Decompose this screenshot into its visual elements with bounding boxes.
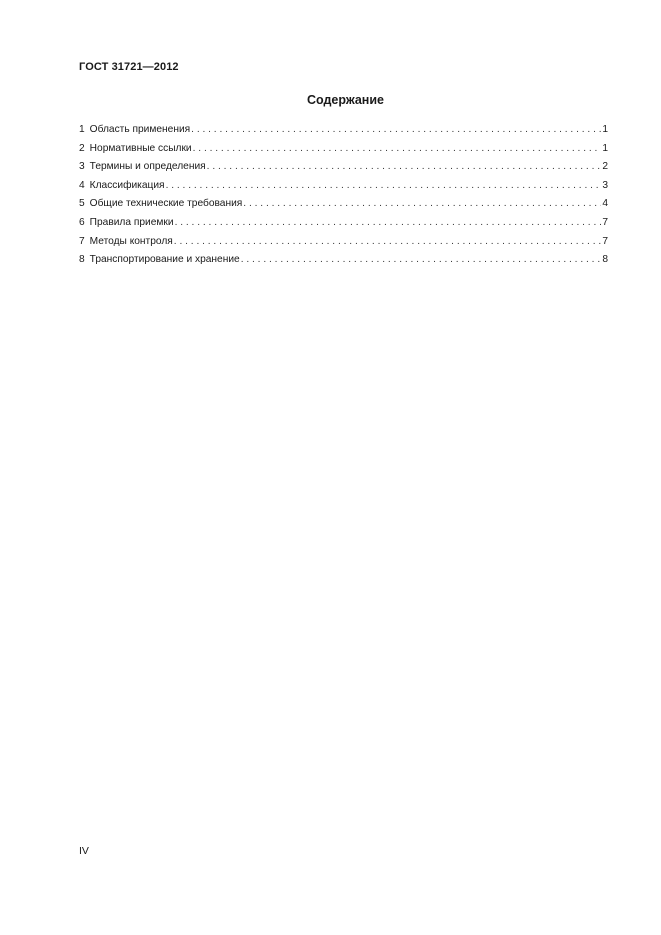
toc-dot-leader	[191, 124, 601, 135]
toc-entry-number: 7	[79, 235, 85, 247]
toc-entry-page: 1	[602, 142, 608, 154]
toc-entry-page: 3	[602, 179, 608, 191]
toc-entry-number: 2	[79, 142, 85, 154]
toc-entry[interactable]	[79, 198, 608, 217]
toc-entry[interactable]	[79, 124, 608, 143]
toc-entry-number: 4	[79, 179, 85, 191]
toc-entry-label: Методы контроля	[89, 235, 173, 247]
toc-entry-number: 3	[79, 161, 85, 173]
toc-entry[interactable]	[79, 180, 608, 199]
toc-entry[interactable]	[79, 217, 608, 236]
toc-entry-label: Область применения	[89, 124, 191, 135]
toc-entry-label: Транспортирование и хранение	[89, 254, 240, 266]
toc-dot-leader	[193, 143, 602, 154]
toc-entry-number: 5	[79, 198, 85, 210]
document-code: ГОСТ 31721—2012	[79, 61, 179, 73]
toc-dot-leader	[241, 254, 602, 265]
toc-entry[interactable]	[79, 143, 608, 162]
toc-entry-page: 7	[602, 235, 608, 247]
page-number: IV	[79, 845, 89, 857]
toc-entry-number: 6	[79, 216, 85, 228]
toc-dot-leader	[166, 180, 602, 191]
toc-entry-page: 1	[602, 124, 608, 135]
toc-entry-label: Правила приемки	[89, 216, 174, 228]
toc-entry-label: Общие технические требования	[89, 198, 243, 210]
toc-entry-label: Классификация	[89, 179, 165, 191]
toc-dot-leader	[207, 161, 602, 172]
table-of-contents	[79, 124, 608, 273]
toc-entry[interactable]	[79, 254, 608, 273]
toc-entry-number: 8	[79, 254, 85, 266]
toc-entry-number: 1	[79, 124, 85, 135]
toc-title: Содержание	[306, 93, 384, 107]
toc-entry-page: 4	[602, 198, 608, 210]
toc-entry-page: 7	[602, 216, 608, 228]
toc-dot-leader	[174, 236, 602, 247]
toc-dot-leader	[243, 198, 601, 209]
toc-dot-leader	[175, 217, 602, 228]
toc-entry[interactable]	[79, 161, 608, 180]
toc-entry[interactable]	[79, 236, 608, 255]
toc-entry-label: Нормативные ссылки	[89, 142, 192, 154]
toc-entry-page: 8	[602, 254, 608, 266]
toc-entry-label: Термины и определения	[89, 161, 206, 173]
toc-entry-page: 2	[602, 161, 608, 173]
